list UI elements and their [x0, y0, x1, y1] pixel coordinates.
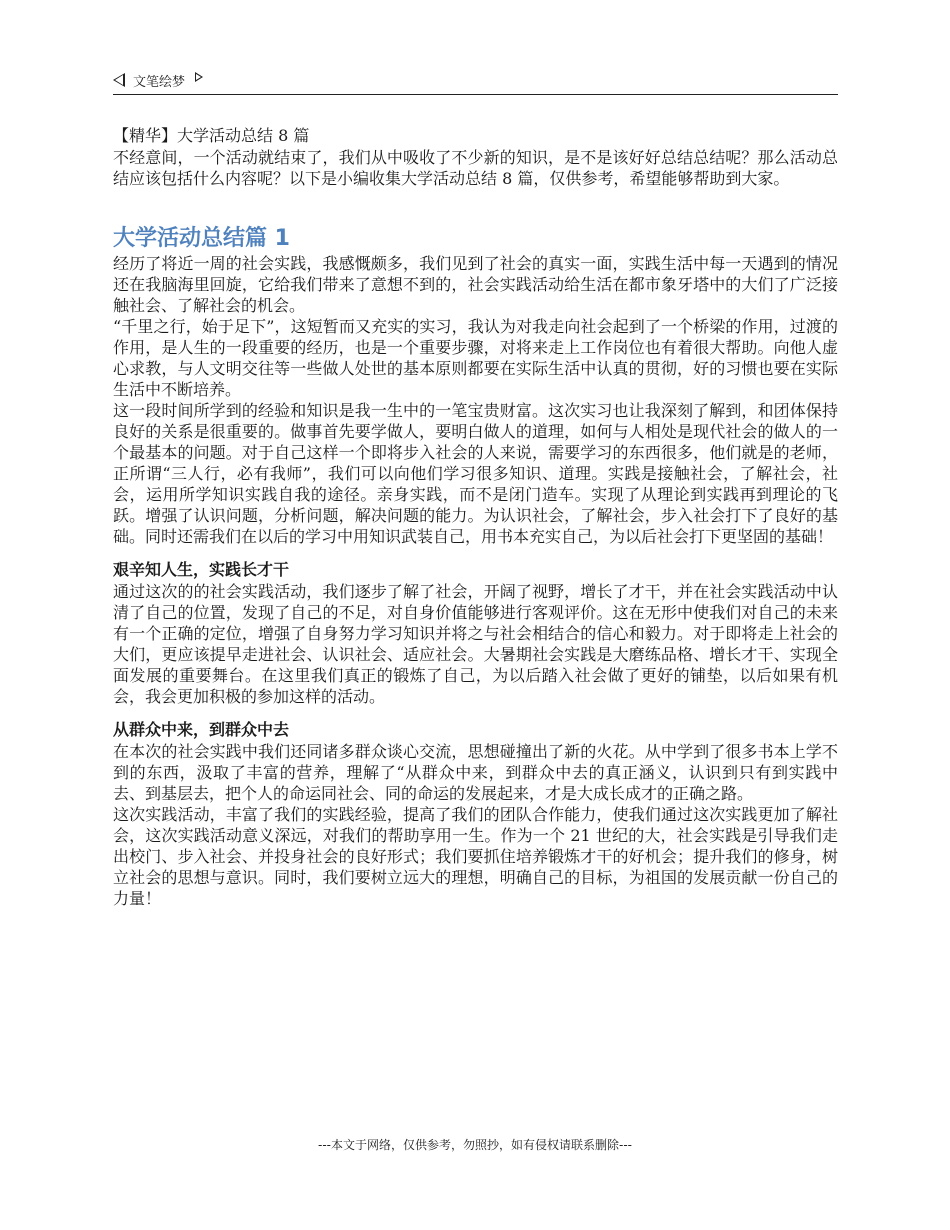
- body-paragraph-2: “千里之行，始于足下”，这短暂而又充实的实习，我认为对我走向社会起到了一个桥梁的作用，过渡的作用，是人生的一段重要的经历，也是一个重要步骤，对将来走上工作岗位也有着很大帮助。向他人虚心求教，与人文明交往等一些做人处世的基本原则都要在实际生活中认真的贯彻，好的习惯也要在实际生活中不断培养。: [113, 317, 838, 399]
- section-title: 大学活动总结篇 1: [113, 226, 290, 251]
- body-paragraph-3: 这一段时间所学到的经验和知识是我一生中的一笔宝贵财富。这次实习也让我深刻了解到，和团体保持良好的关系是很重要的。做事首先要学做人，要明白做人的道理，如何与人相处是现代社会的做人的一个最基本的问题。对于自己这样一个即将步入社会的人来说，需要学习的东西很多，他们就是的老师，正所谓“三人行，必有我师”，我们可以向他们学习很多知识、道理。实践是接触社会，了解社会，社会，运用所学知识实践自我的途径。亲身实践，而不是闭门造车。实现了从理论到实践再到理论的飞跃。增强了认识问题，分析问题，解决问题的能力。为认识社会，了解社会，步入社会打下了良好的基础。同时还需我们在以后的学习中用知识武装自己，用书本充实自己，为以后社会打下更坚固的基础！: [113, 401, 838, 546]
- header-brand: 文笔绘梦: [133, 74, 186, 90]
- page-header: [113, 66, 838, 95]
- triangle-left-icon: [113, 73, 125, 87]
- subheading-2: 从群众中来，到群众中去: [113, 720, 290, 739]
- intro-paragraph: 不经意间，一个活动就结束了，我们从中吸收了不少新的知识，是不是该好好总结总结呢？那么活动总结应该包括什么内容呢？以下是小编收集大学活动总结 8 篇，仅供参考，希望能够帮助到大家。: [113, 148, 838, 188]
- body-paragraph-4: 通过这次的的社会实践活动，我们逐步了解了社会，开阔了视野，增长了才干，并在社会实践活动中认清了自己的位置，发现了自己的不足，对自身价值能够进行客观评价。这在无形中使我们对自己的未来有一个正确的定位，增强了自身努力学习知识并将之与社会相结合的信心和毅力。对于即将走上社会的大们，更应该提早走进社会、认识社会、适应社会。大暑期社会实践是大磨练品格、增长才干、实现全面发展的重要舞台。在这里我们真正的锻炼了自己，为以后踏入社会做了更好的铺垫，以后如果有机会，我会更加积极的参加这样的活动。: [113, 582, 838, 706]
- document-title: 【精华】大学活动总结 8 篇: [113, 126, 310, 145]
- document-page: [113, 66, 838, 909]
- body-paragraph-1: 经历了将近一周的社会实践，我感慨颇多，我们见到了社会的真实一面，实践生活中每一天遇到的情况还在我脑海里回旋，它给我们带来了意想不到的，社会实践活动给生活在都市象牙塔中的大们了广泛接触社会、了解社会的机会。: [113, 254, 838, 315]
- triangle-right-icon: [195, 72, 203, 82]
- body-paragraph-5: 在本次的社会实践中我们还同诸多群众谈心交流，思想碰撞出了新的火花。从中学到了很多书本上学不到的东西，汲取了丰富的营养，理解了“从群众中来，到群众中去的真正涵义，认识到只有到实践中去、到基层去，把个人的命运同社会、同的命运的发展起来，才是大成长成才的正确之路。: [113, 742, 838, 803]
- body-paragraph-6: 这次实践活动，丰富了我们的实践经验，提高了我们的团队合作能力，使我们通过这次实践更加了解社会，这次实践活动意义深远，对我们的帮助享用一生。作为一个 21 世纪的大，社会实践是引导我们走出校门、步入社会、并投身社会的良好形式；我们要抓住培养锻炼才干的好机会；提升我们的修身，树立社会的思想与意识。同时，我们要树立远大的理想，明确自己的目标，为祖国的发展贡献一份自己的力量！: [113, 805, 838, 908]
- subheading-1: 艰辛知人生，实践长才干: [113, 560, 290, 579]
- page-footer: ---本文于网络，仅供参考，勿照抄，如有侵权请联系删除---: [318, 1138, 632, 1152]
